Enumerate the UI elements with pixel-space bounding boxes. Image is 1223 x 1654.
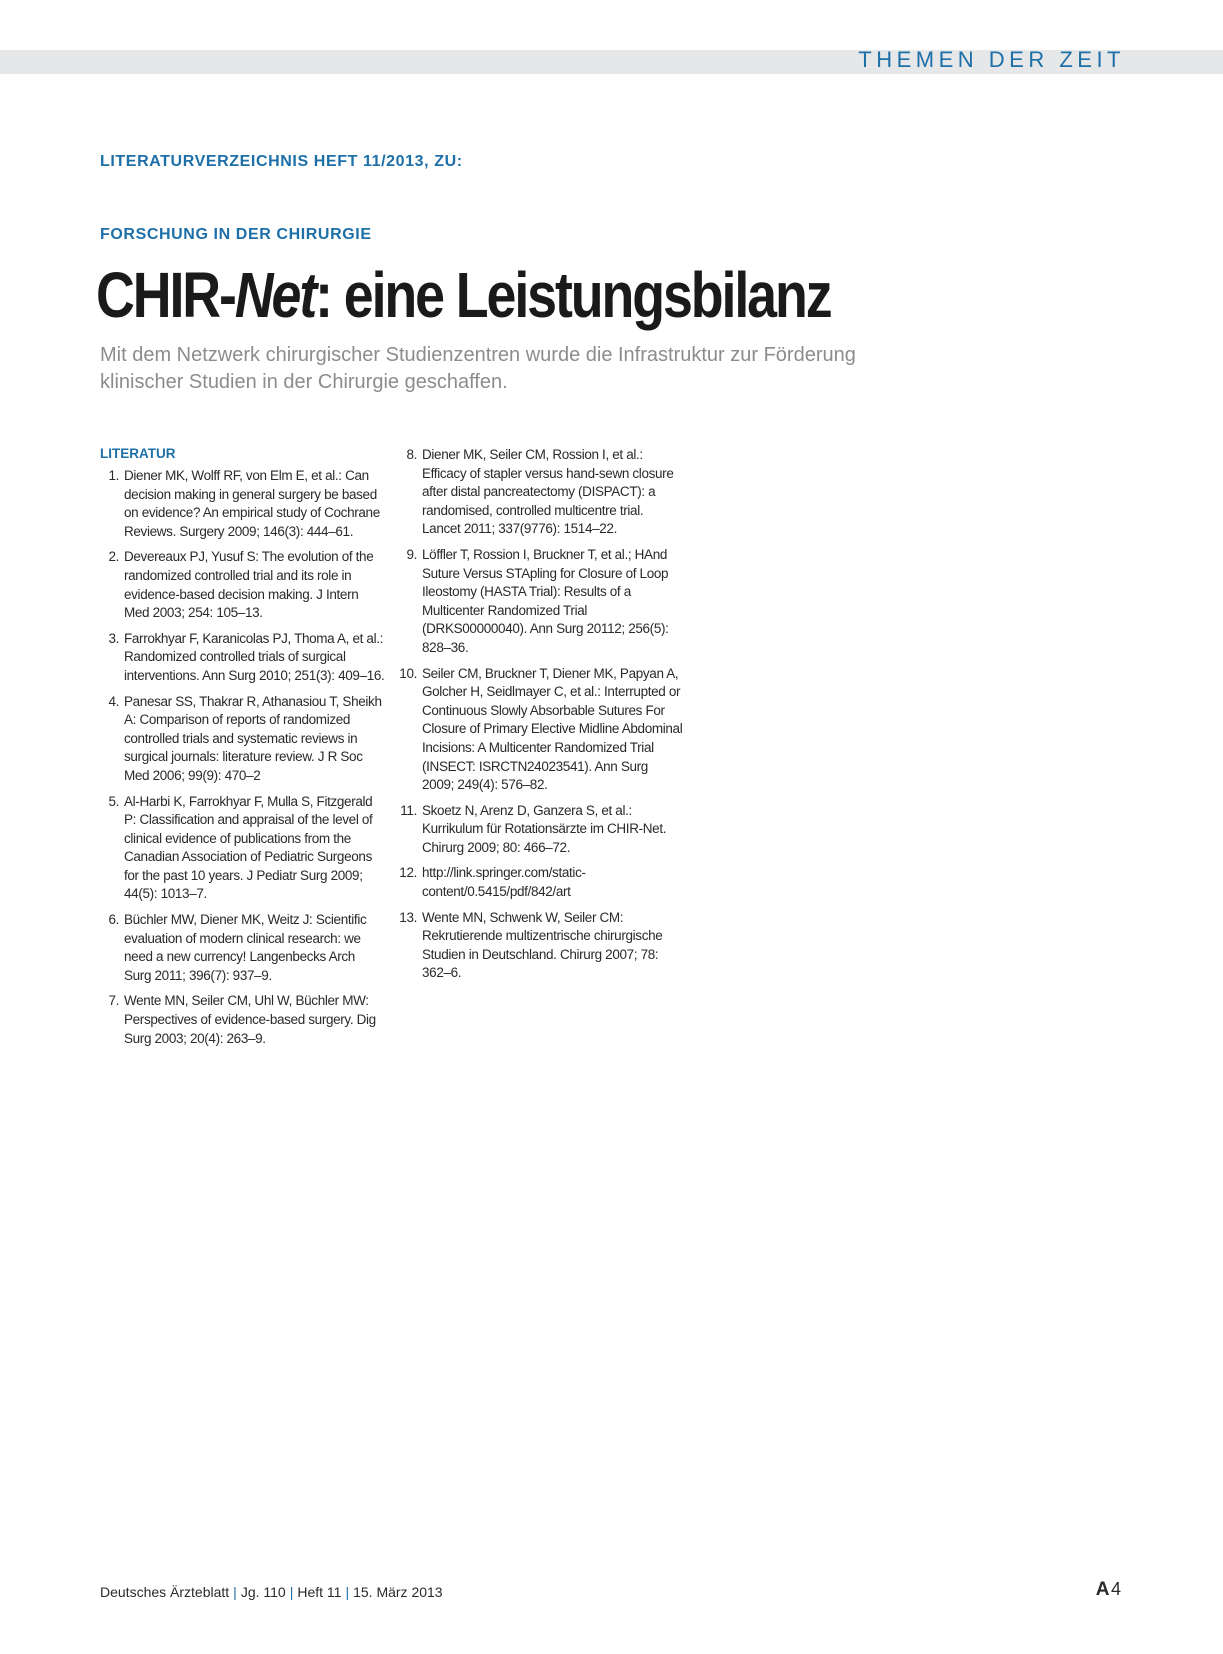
footer-date: 15. März 2013 (353, 1584, 443, 1600)
footer-citation (100, 1584, 443, 1600)
title-part1: CHIR- (96, 259, 235, 331)
references-column-left (100, 446, 385, 1055)
reference-item (100, 467, 385, 541)
reference-text: Seiler CM, Bruckner T, Diener MK, Papyan A, Golcher H, Seidlmayer C, et al.: Interrupted or Continuous Slowly Absorbable Sutures For Closure of Primary Elective Midline Abdominal Incisions: A Multicenter Randomized Trial (INSECT: ISRCTN24023541). Ann Surg 2009; 249(4): 576–82. (422, 665, 683, 793)
reference-number: 9. (406, 546, 417, 562)
page-number (1096, 1579, 1121, 1601)
reference-number: 12. (399, 865, 417, 881)
page-number-value: 4 (1110, 1579, 1121, 1599)
references-list-left (100, 467, 385, 1048)
title-part2: : eine Leistungsbilanz (315, 259, 831, 331)
footer-separator: | (233, 1584, 237, 1600)
footer-journal: Deutsches Ärzteblatt (100, 1584, 230, 1600)
reference-item (398, 864, 683, 901)
reference-item (100, 992, 385, 1048)
reference-text: http://link.springer.com/static-content/0.5415/pdf/842/art (422, 865, 586, 900)
reference-text: Panesar SS, Thakrar R, Athanasiou T, Sheikh A: Comparison of reports of randomized controlled trials and systematic reviews in surgical journals: literature review. J R Soc Med 2006; 99(9): 470–2 (124, 693, 382, 783)
reference-text: Wente MN, Schwenk W, Seiler CM: Rekrutierende multizentrische chirurgische Studien in Deutschland. Chirurg 2007; 78: 362–6. (422, 909, 663, 981)
footer-volume: Jg. 110 (240, 1584, 286, 1600)
reference-item (398, 546, 683, 658)
section-label: THEMEN DER ZEIT (858, 47, 1125, 72)
reference-item (398, 909, 683, 983)
reference-number: 4. (108, 693, 119, 709)
footer-issue: Heft 11 (297, 1584, 342, 1600)
references-column-right (398, 446, 683, 990)
reference-number: 6. (108, 912, 119, 928)
reference-text: Wente MN, Seiler CM, Uhl W, Büchler MW: Perspectives of evidence-based surgery. Dig Surg 2003; 20(4): 263–9. (124, 993, 376, 1046)
reference-number: 2. (108, 549, 119, 565)
reference-number: 13. (399, 909, 417, 925)
title-italic: Net (234, 259, 316, 331)
footer-separator: | (289, 1584, 294, 1600)
reference-number: 11. (400, 802, 417, 818)
reference-item (398, 446, 683, 539)
references-heading: LITERATUR (100, 446, 176, 461)
reference-text: Büchler MW, Diener MK, Weitz J: Scientific evaluation of modern clinical research: we need a new currency! Langenbecks Arch Surg 2011; 396(7): 937–9. (124, 912, 367, 983)
references-list-right (398, 446, 683, 983)
reference-number: 1. (108, 468, 119, 483)
reference-number: 8. (406, 447, 417, 462)
reference-item (100, 548, 385, 622)
reference-item (100, 793, 385, 905)
reference-item (100, 911, 385, 985)
subtitle: Mit dem Netzwerk chirurgischer Studienzentren wurde die Infrastruktur zur Förderung klinischer Studien in der Chirurgie geschaffen. (100, 344, 856, 393)
page-prefix: A (1095, 1579, 1110, 1600)
reference-item (100, 693, 385, 786)
reference-number: 3. (108, 630, 119, 646)
footer-separator: | (345, 1584, 350, 1600)
reference-item (398, 665, 683, 795)
reference-text: Devereaux PJ, Yusuf S: The evolution of the randomized controlled trial and its role in evidence-based decision making. J Intern Med 2003; 254: 105–13. (124, 549, 374, 621)
reference-text: Farrokhyar F, Karanicolas PJ, Thoma A, et al.: Randomized controlled trials of surgical interventions. Ann Surg 2010; 251(3): 409–16. (124, 630, 385, 683)
reference-text: Löffler T, Rossion I, Bruckner T, et al.; HAnd Suture Versus STApling for Closure of Loop Ileostomy (HASTA Trial): Results of a Multicenter Randomized Trial (DRKS00000040). Ann Surg 20112; 256(5): 828–36. (422, 546, 669, 655)
reference-text: Diener MK, Seiler CM, Rossion I, et al.: Efficacy of stapler versus hand-sewn closure after distal pancreatectomy (DISPACT): a randomised, controlled multicentre trial. Lancet 2011; 337(9776): 1514–22. (422, 447, 674, 537)
topic-label: FORSCHUNG IN DER CHIRURGIE (100, 226, 372, 243)
reference-text: Skoetz N, Arenz D, Ganzera S, et al.: Kurrikulum für Rotationsärzte im CHIR-Net. Chirurg 2009; 80: 466–72. (422, 802, 667, 855)
reference-number: 7. (108, 993, 119, 1009)
reference-text: Diener MK, Wolff RF, von Elm E, et al.: Can decision making in general surgery be based on evidence? An empirical study of Cochrane Reviews. Surgery 2009; 146(3): 444–61. (124, 468, 380, 539)
kicker: LITERATURVERZEICHNIS HEFT 11/2013, ZU: (100, 153, 463, 170)
page-title (96, 258, 831, 332)
reference-text: Al-Harbi K, Farrokhyar F, Mulla S, Fitzgerald P: Classification and appraisal of the level of clinical evidence of publications from the Canadian Association of Pediatric Surgeons for the past 10 years. J Pediatr Surg 2009; 44(5): 1013–7. (124, 793, 373, 902)
reference-number: 10. (399, 665, 417, 681)
reference-number: 5. (108, 793, 119, 809)
reference-item (100, 630, 385, 686)
reference-item (398, 802, 683, 858)
